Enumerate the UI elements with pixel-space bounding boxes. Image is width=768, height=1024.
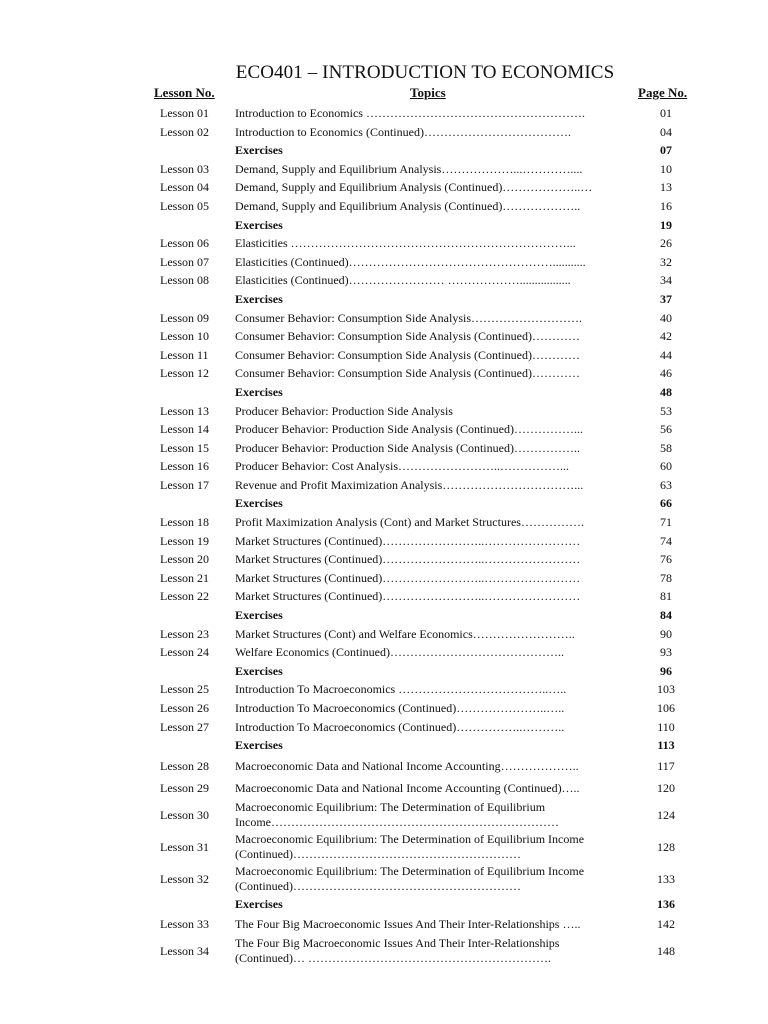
page-number: 76 <box>660 552 672 567</box>
page-number: 124 <box>657 807 675 822</box>
topic-title: Demand, Supply and Equilibrium Analysis (Continued)………………..… <box>235 180 593 195</box>
topic-title: Market Structures (Continued)……………………..…………………… <box>235 570 581 585</box>
page-number: 96 <box>660 663 672 678</box>
topic-title: Consumer Behavior: Consumption Side Analysis (Continued)………… <box>235 366 580 381</box>
page-number: 93 <box>660 645 672 660</box>
page-number: 120 <box>657 780 675 795</box>
page-number: 136 <box>657 896 675 911</box>
page-number: 13 <box>660 180 672 195</box>
lesson-number: Lesson 04 <box>160 180 209 195</box>
toc-row <box>0 309 768 328</box>
lesson-number: Lesson 03 <box>160 161 209 176</box>
lesson-number: Lesson 15 <box>160 440 209 455</box>
toc-row <box>0 587 768 606</box>
page-number: 44 <box>660 347 672 362</box>
table-of-contents <box>0 104 768 967</box>
page-number: 10 <box>660 161 672 176</box>
lesson-number: Lesson 14 <box>160 422 209 437</box>
topic-title: Introduction to Economics (Continued)………………………………. <box>235 124 571 139</box>
page-number: 37 <box>660 291 672 306</box>
page-number: 103 <box>657 682 675 697</box>
topic-title: The Four Big Macroeconomic Issues And Their Inter-Relationships (Continued)… ……………………………………………………. <box>235 936 560 966</box>
page-number: 26 <box>660 236 672 251</box>
topic-title: Producer Behavior: Production Side Analysis (Continued)……………... <box>235 422 583 437</box>
lesson-number: Lesson 34 <box>160 944 209 959</box>
topic-title: Market Structures (Continued)……………………..…………………… <box>235 589 581 604</box>
page-number: 106 <box>657 701 675 715</box>
lesson-number: Lesson 24 <box>160 645 209 660</box>
page-number: 60 <box>660 459 672 474</box>
page-number: 46 <box>660 366 672 381</box>
toc-row <box>0 863 768 895</box>
lesson-number: Lesson 28 <box>160 758 209 773</box>
exercises-row <box>0 895 768 914</box>
lesson-number: Lesson 21 <box>160 570 209 585</box>
lesson-number: Lesson 12 <box>160 366 209 381</box>
lesson-number: Lesson 09 <box>160 310 209 325</box>
topic-title: Exercises <box>235 291 283 306</box>
lesson-number: Lesson 10 <box>160 329 209 344</box>
lesson-number: Lesson 33 <box>160 917 209 932</box>
lesson-number: Lesson 27 <box>160 719 209 734</box>
topic-title: Elasticities (Continued)……………………………………………........... <box>235 254 586 269</box>
page-number: 07 <box>660 143 672 158</box>
lesson-number: Lesson 19 <box>160 533 209 548</box>
lesson-number: Lesson 18 <box>160 515 209 530</box>
toc-row <box>0 718 768 737</box>
page-number: 42 <box>660 329 672 344</box>
topic-title: Exercises <box>235 143 283 158</box>
toc-row <box>0 160 768 179</box>
page-number: 32 <box>660 254 672 269</box>
page-number: 78 <box>660 570 672 585</box>
topic-title: The Four Big Macroeconomic Issues And Their Inter-Relationships ….. <box>235 917 581 932</box>
lesson-number: Lesson 32 <box>160 871 209 886</box>
lesson-number: Lesson 23 <box>160 626 209 641</box>
toc-row <box>0 253 768 272</box>
lesson-number: Lesson 02 <box>160 124 209 139</box>
exercises-row <box>0 736 768 755</box>
toc-row <box>0 178 768 197</box>
page-number: 113 <box>657 738 675 753</box>
topic-title: Revenue and Profit Maximization Analysis……………………………... <box>235 477 584 492</box>
page-number: 01 <box>660 106 672 120</box>
topic-title: Macroeconomic Data and National Income Accounting……………….. <box>235 758 579 773</box>
toc-row <box>0 680 768 699</box>
lesson-number: Lesson 22 <box>160 589 209 604</box>
page-number: 81 <box>660 589 672 604</box>
exercises-row <box>0 494 768 513</box>
page-number: 63 <box>660 477 672 492</box>
topic-title: Consumer Behavior: Consumption Side Analysis (Continued)………… <box>235 347 580 362</box>
topic-title: Market Structures (Cont) and Welfare Economics…………………….. <box>235 626 575 641</box>
toc-row <box>0 831 768 863</box>
toc-row <box>0 364 768 383</box>
toc-row <box>0 569 768 588</box>
topic-title: Macroeconomic Data and National Income Accounting (Continued)….. <box>235 780 580 795</box>
page-number: 117 <box>657 758 675 773</box>
toc-row <box>0 935 768 967</box>
lesson-number: Lesson 30 <box>160 807 209 822</box>
topic-title: Exercises <box>235 738 283 753</box>
toc-row <box>0 402 768 421</box>
topic-title: Elasticities ……………………………………………………………... <box>235 236 576 251</box>
page-number: 74 <box>660 533 672 548</box>
exercises-row <box>0 383 768 402</box>
topic-title: Producer Behavior: Cost Analysis……………………..……………... <box>235 459 569 474</box>
toc-row <box>0 197 768 216</box>
topic-title: Exercises <box>235 496 283 511</box>
topic-title: Exercises <box>235 663 283 678</box>
topic-title: Introduction To Macroeconomics ………………………………..….. <box>235 682 567 697</box>
lesson-number: Lesson 08 <box>160 273 209 288</box>
lesson-number: Lesson 07 <box>160 254 209 269</box>
topic-title: Demand, Supply and Equilibrium Analysis (Continued)……………….. <box>235 198 581 213</box>
toc-row <box>0 643 768 662</box>
topic-title: Consumer Behavior: Consumption Side Analysis (Continued)………… <box>235 329 580 344</box>
exercises-row <box>0 290 768 309</box>
toc-row <box>0 799 768 831</box>
topic-title: Introduction To Macroeconomics (Continued)…………………..….. <box>235 701 565 715</box>
topic-title: Demand, Supply and Equilibrium Analysis………………...………….... <box>235 161 583 176</box>
toc-row <box>0 123 768 142</box>
page-number: 148 <box>657 944 675 959</box>
page-number: 90 <box>660 626 672 641</box>
toc-row <box>0 913 768 935</box>
topic-title: Exercises <box>235 896 283 911</box>
page-number: 40 <box>660 310 672 325</box>
topic-title: Exercises <box>235 217 283 232</box>
lesson-number: Lesson 20 <box>160 552 209 567</box>
page-number: 66 <box>660 496 672 511</box>
page-number: 133 <box>657 871 675 886</box>
toc-row <box>0 457 768 476</box>
topic-title: Producer Behavior: Production Side Analysis (Continued)…………….. <box>235 440 580 455</box>
topic-title: Market Structures (Continued)……………………..…………………… <box>235 533 581 548</box>
topic-title: Welfare Economics (Continued)…………………………………….. <box>235 645 564 660</box>
exercises-row <box>0 216 768 235</box>
toc-row <box>0 699 768 718</box>
page-no-header: Page No. <box>638 85 688 100</box>
toc-row <box>0 550 768 569</box>
topic-title: Macroeconomic Equilibrium: The Determination of Equilibrium Income (Continued)………………………………………………… <box>235 863 585 893</box>
topic-title: Introduction To Macroeconomics (Continued)……………..……….. <box>235 719 565 734</box>
page-number: 128 <box>657 839 675 854</box>
page-number: 34 <box>660 273 672 288</box>
lesson-number: Lesson 01 <box>160 106 209 120</box>
toc-row <box>0 234 768 253</box>
topic-title: Exercises <box>235 384 283 399</box>
lesson-number: Lesson 31 <box>160 839 209 854</box>
document-title: ECO401 – INTRODUCTION TO ECONOMICS <box>235 62 615 83</box>
lesson-number: Lesson 26 <box>160 701 209 715</box>
topic-title: Introduction to Economics ………………………………………………. <box>235 106 585 120</box>
topics-header: Topics <box>410 85 446 100</box>
topic-title: Exercises <box>235 608 283 623</box>
topic-title: Macroeconomic Equilibrium: The Determination of Equilibrium Income (Continued)………………………………………………… <box>235 831 585 861</box>
lesson-no-header: Lesson No. <box>154 85 215 100</box>
toc-row <box>0 532 768 551</box>
exercises-row <box>0 606 768 625</box>
page-number: 71 <box>660 515 672 530</box>
toc-row <box>0 327 768 346</box>
lesson-number: Lesson 06 <box>160 236 209 251</box>
toc-row <box>0 513 768 532</box>
page-number: 19 <box>660 217 672 232</box>
page-number: 53 <box>660 403 672 418</box>
lesson-number: Lesson 13 <box>160 403 209 418</box>
topic-title: Profit Maximization Analysis (Cont) and Market Structures……………. <box>235 515 584 530</box>
page-number: 48 <box>660 384 672 399</box>
page-number: 16 <box>660 198 672 213</box>
toc-row <box>0 439 768 458</box>
lesson-number: Lesson 25 <box>160 682 209 697</box>
exercises-row <box>0 141 768 160</box>
lesson-number: Lesson 11 <box>160 347 209 362</box>
toc-row <box>0 625 768 644</box>
topic-title: Producer Behavior: Production Side Analysis <box>235 403 453 418</box>
page-number: 142 <box>657 917 675 932</box>
lesson-number: Lesson 29 <box>160 780 209 795</box>
toc-row <box>0 271 768 290</box>
toc-row <box>0 104 768 123</box>
page-number: 56 <box>660 422 672 437</box>
toc-row <box>0 476 768 495</box>
lesson-number: Lesson 05 <box>160 198 209 213</box>
topic-title: Elasticities (Continued)…………………… ………………................. <box>235 273 571 288</box>
toc-row <box>0 420 768 439</box>
page-number: 84 <box>660 608 672 623</box>
page-number: 110 <box>657 719 675 734</box>
topic-title: Macroeconomic Equilibrium: The Determination of Equilibrium Income……………………………………………………………… <box>235 799 559 829</box>
lesson-number: Lesson 16 <box>160 459 209 474</box>
toc-row <box>0 755 768 777</box>
toc-row <box>0 346 768 365</box>
toc-row <box>0 777 768 799</box>
page-number: 58 <box>660 440 672 455</box>
topic-title: Market Structures (Continued)……………………..…………………… <box>235 552 581 567</box>
page-number: 04 <box>660 124 672 139</box>
lesson-number: Lesson 17 <box>160 477 209 492</box>
topic-title: Consumer Behavior: Consumption Side Analysis………………………. <box>235 310 582 325</box>
exercises-row <box>0 662 768 681</box>
